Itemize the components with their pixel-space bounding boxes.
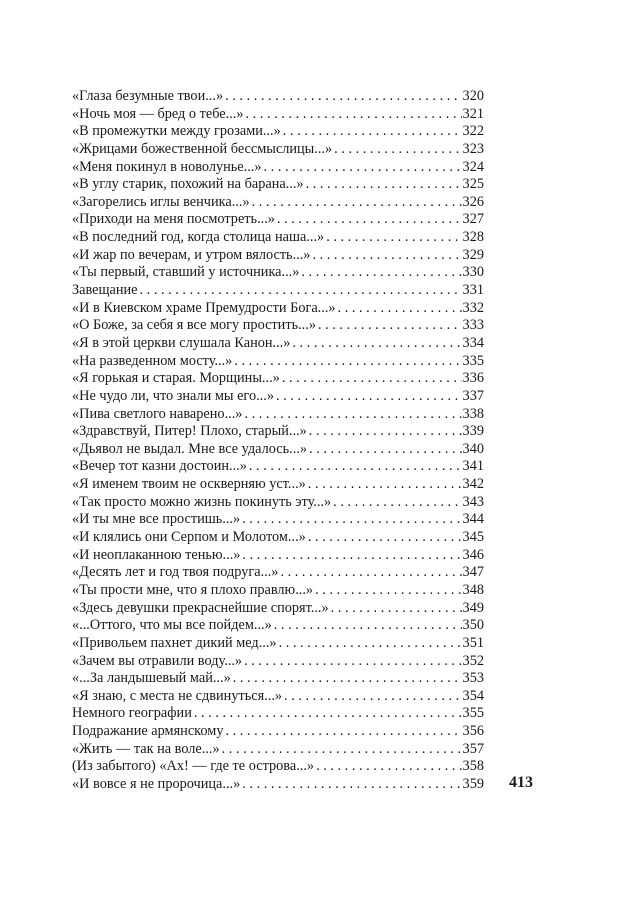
toc-entry: [72, 476, 484, 494]
toc-entry-title: «В последний год, когда столица наша...»: [72, 229, 325, 246]
toc-entry: [72, 776, 484, 794]
toc-entry-page: 343: [462, 493, 484, 510]
toc-entry-page: 347: [462, 564, 484, 581]
toc-entry: [72, 723, 484, 741]
toc-entry-page: 329: [462, 246, 484, 263]
toc-entry: [72, 688, 484, 706]
toc-entry-title: «Загорелись иглы венчика...»: [72, 193, 250, 210]
toc-entry-title: «Ты прости мне, что я плохо правлю...»: [72, 581, 314, 598]
toc-dot-leader: [280, 564, 461, 582]
toc-entry-page: 328: [462, 229, 484, 246]
toc-entry-page: 331: [462, 282, 484, 299]
toc-entry: [72, 758, 484, 776]
toc-entry-page: 341: [462, 458, 484, 475]
toc-dot-leader: [308, 529, 462, 547]
toc-entry-title: «Дьявол не выдал. Мне все удалось...»: [72, 440, 308, 457]
toc-entry-title: «Ночь моя — бред о тебе...»: [72, 105, 244, 122]
toc-entry-title: «Пива светлого наварено...»: [72, 405, 243, 422]
toc-entry: [72, 194, 484, 212]
toc-entry: [72, 141, 484, 159]
toc-dot-leader: [225, 723, 461, 741]
toc-dot-leader: [318, 317, 462, 335]
toc-entry-title: (Из забытого) «Ах! — где те острова...»: [72, 758, 315, 775]
toc-entry: [72, 88, 484, 106]
toc-entry-title: «Не чудо ли, что знали мы его...»: [72, 387, 274, 404]
toc-dot-leader: [234, 353, 461, 371]
toc-dot-leader: [292, 335, 461, 353]
toc-dot-leader: [315, 582, 461, 600]
toc-entry-title: «И клялись они Серпом и Молотом...»: [72, 529, 306, 546]
toc-entry-title: «И вовсе я не пророчица...»: [72, 775, 241, 792]
toc-entry-page: 338: [462, 405, 484, 422]
toc-dot-leader: [309, 423, 462, 441]
toc-dot-leader: [284, 688, 462, 706]
toc-entry-title: «В промежутки между грозами...»: [72, 123, 281, 140]
toc-entry-page: 335: [462, 352, 484, 369]
toc-dot-leader: [225, 88, 461, 106]
toc-entry-title: «Я знаю, с места не сдвинуться...»: [72, 687, 283, 704]
toc-entry: [72, 494, 484, 512]
toc-entry: [72, 211, 484, 229]
toc-entry-title: «Я именем твоим не оскверняю уст...»: [72, 476, 306, 493]
toc-entry-title: «Глаза безумные твои...»: [72, 88, 224, 104]
toc-dot-leader: [279, 635, 462, 653]
toc-dot-leader: [326, 229, 461, 247]
toc-entry-page: 322: [462, 123, 484, 140]
toc-entry-page: 359: [462, 775, 484, 792]
toc-entry-page: 351: [462, 634, 484, 651]
toc-entry-title: «Здесь девушки прекраснейшие спорят...»: [72, 599, 329, 616]
toc-dot-leader: [242, 776, 461, 794]
toc-entry: [72, 423, 484, 441]
toc-entry-page: 355: [462, 705, 484, 722]
toc-dot-leader: [306, 176, 462, 194]
toc-entry-title: «О Боже, за себя я все могу простить...»: [72, 317, 316, 334]
toc-entry: [72, 741, 484, 759]
toc-entry-page: 349: [462, 599, 484, 616]
toc-dot-leader: [308, 476, 462, 494]
toc-dot-leader: [331, 600, 462, 618]
toc-dot-leader: [140, 282, 462, 300]
toc-dot-leader: [301, 264, 461, 282]
toc-dot-leader: [242, 511, 461, 529]
toc-entry: [72, 370, 484, 388]
toc-entry: [72, 406, 484, 424]
toc-dot-leader: [338, 300, 462, 318]
toc-entry: [72, 247, 484, 265]
toc-entry-page: 321: [462, 105, 484, 122]
toc-entry-page: 325: [462, 176, 484, 193]
toc-entry: [72, 617, 484, 635]
toc-entry: [72, 229, 484, 247]
toc-entry-title: «Я горькая и старая. Морщины...»: [72, 370, 280, 387]
toc-entry: [72, 705, 484, 723]
toc-entry-page: 337: [462, 387, 484, 404]
toc-dot-leader: [309, 441, 462, 459]
toc-entry-title: «Так просто можно жизнь покинуть эту...»: [72, 493, 332, 510]
toc-entry-title: «Вечер тот казни достоин...»: [72, 458, 247, 475]
toc-entry-title: «И неоплаканною тенью...»: [72, 546, 241, 563]
toc-entry: [72, 335, 484, 353]
toc-entry-title: «Приходи на меня посмотреть...»: [72, 211, 275, 228]
toc-entry-title: «И ты мне все простишь...»: [72, 511, 241, 528]
toc-entry: [72, 388, 484, 406]
toc-dot-leader: [264, 159, 462, 177]
toc-entry-page: 350: [462, 617, 484, 634]
toc-entry-page: 334: [462, 334, 484, 351]
toc-entry: [72, 582, 484, 600]
toc-entry-page: 353: [462, 670, 484, 687]
toc-entry: [72, 670, 484, 688]
toc-entry-page: 348: [462, 581, 484, 598]
toc-dot-leader: [222, 741, 462, 759]
toc-entry: [72, 458, 484, 476]
toc-dot-leader: [283, 123, 462, 141]
toc-dot-leader: [312, 247, 461, 265]
toc-entry-title: «Меня покинул в новолунье...»: [72, 158, 262, 175]
toc-entry-title: «И в Киевском храме Премудрости Бога...»: [72, 299, 336, 316]
toc-entry: [72, 123, 484, 141]
toc-entry-page: 324: [462, 158, 484, 175]
toc-dot-leader: [277, 211, 462, 229]
toc-entry-page: 326: [462, 193, 484, 210]
toc-entry: [72, 653, 484, 671]
toc-entry-page: 357: [462, 740, 484, 757]
toc-entry-title: «...Оттого, что мы все пойдем...»: [72, 617, 272, 634]
toc-dot-leader: [244, 406, 461, 424]
toc-entry-page: 332: [462, 299, 484, 316]
toc-entry: [72, 300, 484, 318]
toc-dot-leader: [194, 705, 462, 723]
toc-entry-page: 320: [462, 88, 484, 104]
toc-entry-title: «На разведенном мосту...»: [72, 352, 233, 369]
toc-entry: [72, 600, 484, 618]
toc-entry-title: «Жрицами божественной бессмыслицы...»: [72, 140, 333, 157]
toc-dot-leader: [334, 141, 461, 159]
toc-entry-page: 342: [462, 476, 484, 493]
toc-entry-title: Подражание армянскому: [72, 723, 224, 740]
toc-entry-title: «В углу старик, похожий на барана...»: [72, 176, 304, 193]
toc-entry-title: «Зачем вы отравили воду...»: [72, 652, 243, 669]
toc-entry-title: «Здравствуй, Питер! Плохо, старый...»: [72, 423, 307, 440]
toc-entry: [72, 547, 484, 565]
toc-entry: [72, 635, 484, 653]
toc-entry-title: «Жить — так на воле...»: [72, 740, 220, 757]
toc-entry: [72, 529, 484, 547]
toc-entry-page: 356: [462, 723, 484, 740]
toc-entry: [72, 264, 484, 282]
toc-entry-page: 336: [462, 370, 484, 387]
toc-entry-page: 345: [462, 529, 484, 546]
toc-dot-leader: [244, 653, 461, 671]
toc-entry-page: 340: [462, 440, 484, 457]
toc-entry: [72, 511, 484, 529]
toc-entry: [72, 282, 484, 300]
toc-entry-page: 354: [462, 687, 484, 704]
toc-entry-page: 339: [462, 423, 484, 440]
toc-entry: [72, 106, 484, 124]
toc-dot-leader: [233, 670, 462, 688]
toc-entry-title: «Я в этой церкви слушала Канон...»: [72, 334, 291, 351]
toc-entry-page: 323: [462, 140, 484, 157]
toc-entry-page: 330: [462, 264, 484, 281]
toc-entry: [72, 441, 484, 459]
page-number: 413: [509, 774, 533, 791]
toc-entry-page: 352: [462, 652, 484, 669]
toc-dot-leader: [333, 494, 461, 512]
toc-entry-title: Немного географии: [72, 705, 192, 722]
toc-entry: [72, 176, 484, 194]
toc-entry-title: «И жар по вечерам, и утром вялость...»: [72, 246, 311, 263]
toc-entry-title: «Десять лет и год твоя подруга...»: [72, 564, 279, 581]
toc-entry-page: 327: [462, 211, 484, 228]
toc-entry-page: 346: [462, 546, 484, 563]
toc-entry-title: «Привольем пахнет дикий мед...»: [72, 634, 277, 651]
toc-dot-leader: [282, 370, 462, 388]
toc-entry-page: 358: [462, 758, 484, 775]
toc-entry-page: 344: [462, 511, 484, 528]
toc-dot-leader: [316, 758, 461, 776]
toc-dot-leader: [249, 458, 462, 476]
toc-entry-title: Завещание: [72, 282, 138, 299]
toc-dot-leader: [246, 106, 462, 124]
toc-entry-page: 333: [462, 317, 484, 334]
toc-dot-leader: [274, 617, 462, 635]
toc-dot-leader: [252, 194, 462, 212]
toc-entry: [72, 353, 484, 371]
toc-entry-title: «Ты первый, ставший у источника...»: [72, 264, 300, 281]
table-of-contents: [72, 88, 484, 794]
toc-entry: [72, 159, 484, 177]
toc-dot-leader: [276, 388, 462, 406]
toc-entry: [72, 317, 484, 335]
toc-entry: [72, 564, 484, 582]
toc-entry-title: «...За ландышевый май...»: [72, 670, 231, 687]
toc-dot-leader: [242, 547, 461, 565]
